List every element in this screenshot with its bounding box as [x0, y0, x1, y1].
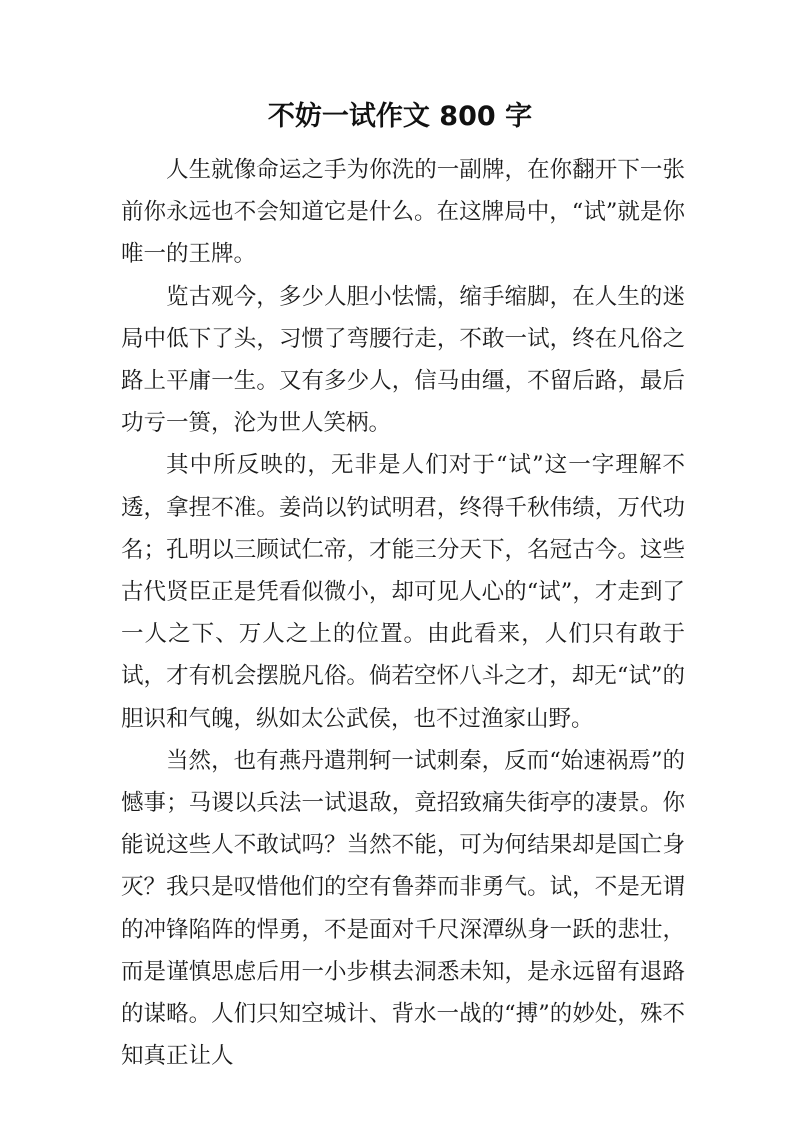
paragraph-4: 当然，也有燕丹遣荆轲一试刺秦，反而“始速祸焉”的憾事；马谡以兵法一试退敌，竟招致痛失街亭的凄景。你能说这些人不敢试吗？当然不能，可为何结果却是国亡身灭？我只是叹惜他们的空有鲁莽而非勇气。试，不是无谓的冲锋陷阵的悍勇，不是面对千尺深潭纵身一跃的悲壮，而是谨慎思虑后用一小步棋去洞悉未知，是永远留有退路的谋略。人们只知空城计、背水一战的“搏”的妙处，殊不知真正让人: [121, 747, 685, 1070]
paragraph-2: 览古观今，多少人胆小怯懦，缩手缩脚，在人生的迷局中低下了头，习惯了弯腰行走，不敢一试，终在凡俗之路上平庸一生。又有多少人，信马由缰，不留后路，最后功亏一篑，沦为世人笑柄。: [121, 283, 685, 437]
document-body: [121, 149, 685, 1077]
document-title: 不妨一试作文 800 字: [267, 101, 533, 132]
paragraph-1: 人生就像命运之手为你洗的一副牌，在你翻开下一张前你永远也不会知道它是什么。在这牌局中，“试”就是你唯一的王牌。: [121, 157, 685, 268]
paragraph-3: 其中所反映的，无非是人们对于“试”这一字理解不透，拿捏不准。姜尚以钓试明君，终得千秋伟绩，万代功名；孔明以三顾试仁帝，才能三分天下，名冠古今。这些古代贤臣正是凭看似微小，却可见人心的“试”，才走到了一人之下、万人之上的位置。由此看来，人们只有敢于试，才有机会摆脱凡俗。倘若空怀八斗之才，却无“试”的胆识和气魄，纵如太公武侯，也不过渔家山野。: [121, 452, 685, 732]
